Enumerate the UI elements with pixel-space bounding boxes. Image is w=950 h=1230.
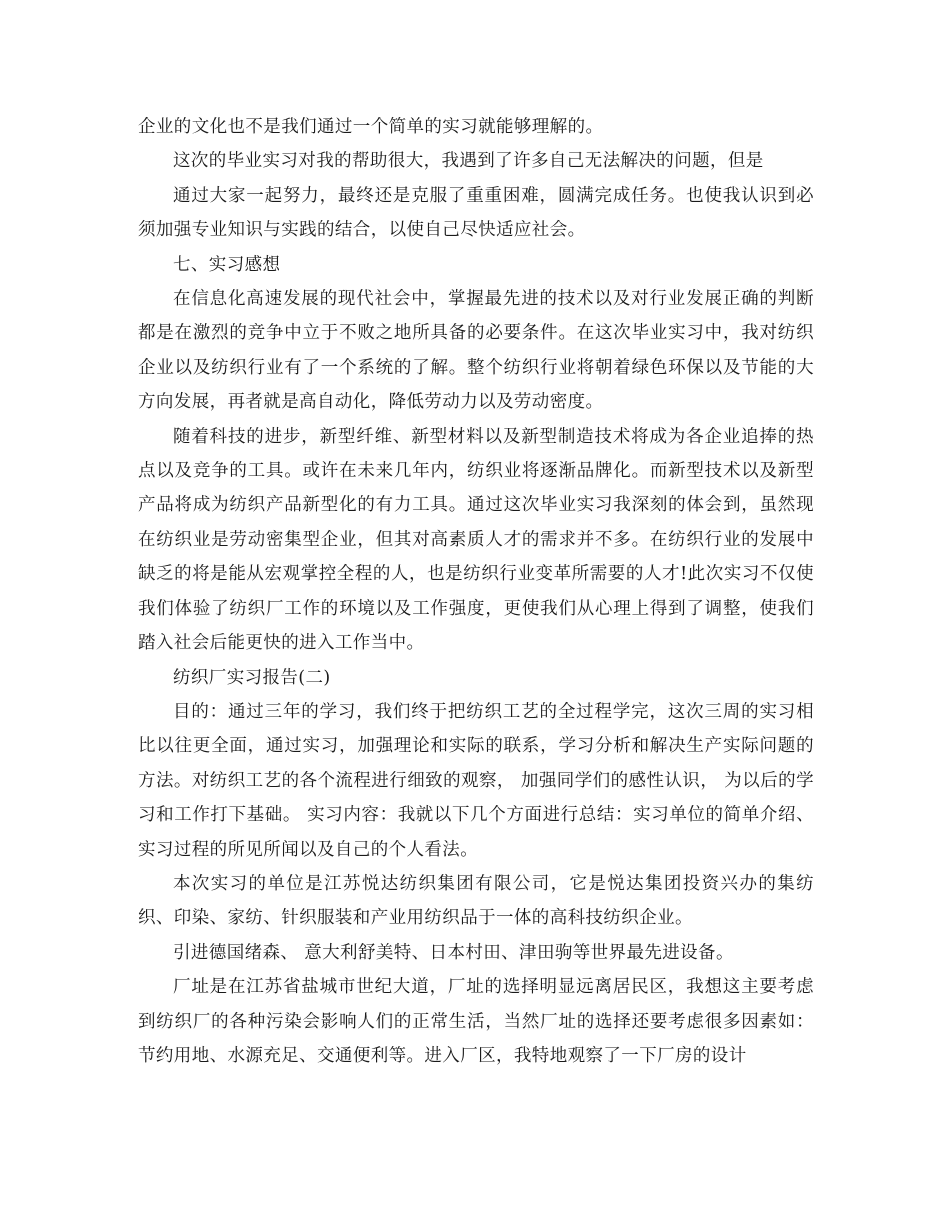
document-body bbox=[138, 110, 814, 1073]
paragraph-2: 这次的毕业实习对我的帮助很大，我遇到了许多自己无法解决的问题，但是 bbox=[173, 151, 764, 172]
section-heading-internship-reflections: 七、实习感想 bbox=[173, 254, 281, 275]
paragraph-11: 厂址是在江苏省盐城市世纪大道，厂址的选择明显远离居民区，我想这主要考虑到纺织厂的各种污染会影响人们的正常生活，当然厂址的选择还要考虑很多因素如：节约用地、水源充足、交通便利等。进入厂区，我特地观察了一下厂房的设计 bbox=[138, 977, 814, 1066]
paragraph-8: 目的：通过三年的学习，我们终于把纺织工艺的全过程学完，这次三周的实习相比以往更全面，通过实习，加强理论和实际的联系，学习分析和解决生产实际问题的方法。对纺织工艺的各个流程进行细致的观察， 加强同学们的感性认识， 为以后的学习和工作打下基础。 实习内容：我就以下几个方面进行总结：实习单位的简单介绍、实习过程的所见所闻以及自己的个人看法。 bbox=[138, 701, 814, 860]
paragraph-5: 在信息化高速发展的现代社会中，掌握最先进的技术以及对行业发展正确的判断都是在激烈的竞争中立于不败之地所具备的必要条件。在这次毕业实习中，我对纺织企业以及纺织行业有了一个系统的了解。整个纺织行业将朝着绿色环保以及节能的大方向发展，再者就是高自动化，降低劳动力以及劳动密度。 bbox=[138, 289, 814, 413]
paragraph-1: 企业的文化也不是我们通过一个简单的实习就能够理解的。 bbox=[138, 117, 604, 137]
paragraph-3: 通过大家一起努力，最终还是克服了重重困难，圆满完成任务。也使我认识到必须加强专业知识与实践的结合，以使自己尽快适应社会。 bbox=[138, 185, 814, 241]
paragraph-10: 引进德国绪森、 意大利舒美特、日本村田、津田驹等世界最先进设备。 bbox=[173, 942, 734, 963]
section-heading-report-two: 纺织厂实习报告(二) bbox=[173, 667, 331, 688]
paragraph-6: 随着科技的进步，新型纤维、新型材料以及新型制造技术将成为各企业追捧的热点以及竞争的工具。或许在未来几年内，纺织业将逐渐品牌化。而新型技术以及新型产品将成为纺织产品新型化的有力工具。通过这次毕业实习我深刻的体会到，虽然现在纺织业是劳动密集型企业，但其对高素质人才的需求并不多。在纺织行业的发展中缺乏的将是能从宏观掌控全程的人，也是纺织行业变革所需要的人才!此次实习不仅使我们体验了纺织厂工作的环境以及工作强度，更使我们从心理上得到了调整，使我们踏入社会后能更快的进入工作当中。 bbox=[138, 426, 814, 654]
paragraph-9: 本次实习的单位是江苏悦达纺织集团有限公司，它是悦达集团投资兴办的集纺织、印染、家纺、针织服装和产业用纺织品于一体的高科技纺织企业。 bbox=[138, 873, 814, 929]
